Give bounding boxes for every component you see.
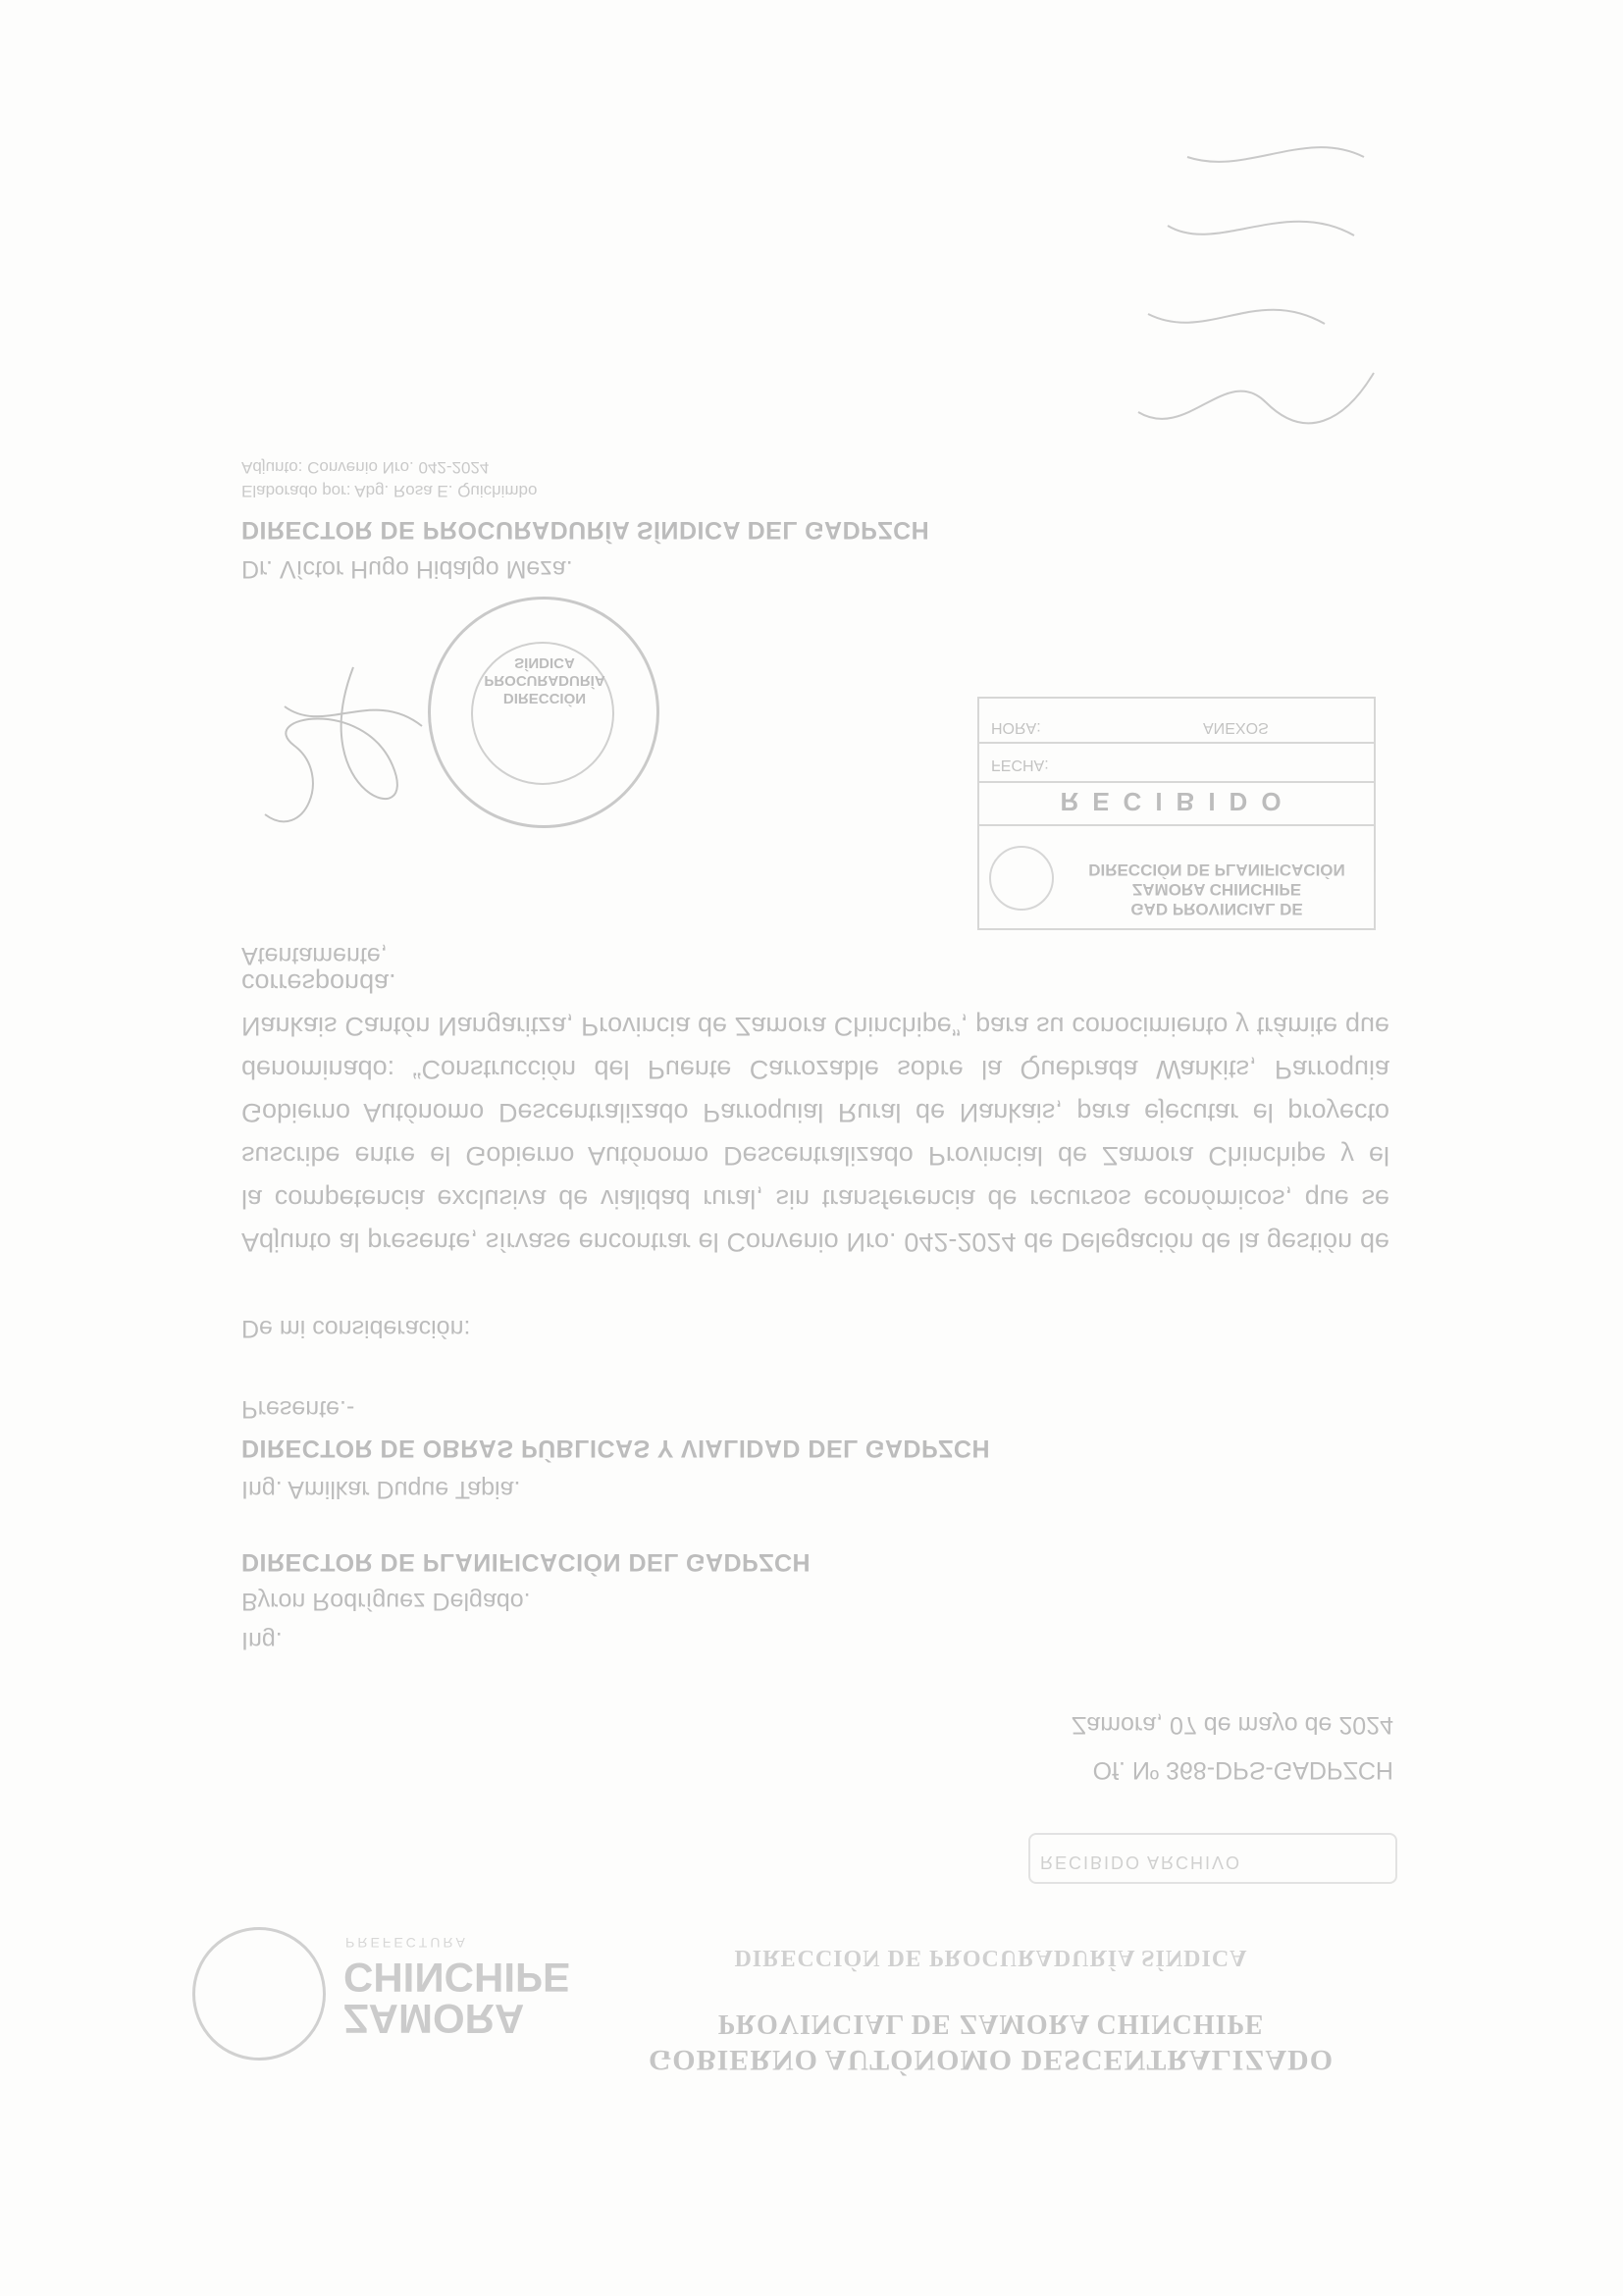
header-line-1: GOBIERNO AUTÓNOMO DESCENTRALIZADO <box>648 2044 1335 2076</box>
stamp-divider <box>979 781 1374 783</box>
signer-name: Dr. Víctor Hugo Hidalgo Meza. <box>241 555 573 583</box>
oficio-number: Of. Nº 368-DPS-GADPZCH <box>1092 1756 1393 1784</box>
received-org-line-3: DIRECCIÓN DE PLANIFICACIÓN <box>1088 861 1345 879</box>
received-stamp-org <box>1079 860 1354 918</box>
logo-line-1: ZAMORA <box>343 1996 525 2042</box>
oficio-date: Zamora, 07 de mayo de 2024 <box>1072 1711 1393 1739</box>
seal-line-1: DIRECCIÓN <box>502 690 587 706</box>
received-stamp-label: RECIBIDO <box>1060 787 1295 816</box>
signature-scribble-icon <box>245 638 442 854</box>
signer-title: DIRECTOR DE PROCURADURÍA SÍNDICA DEL GADPZCH <box>241 516 930 544</box>
received-stamp-date-label: FECHA: <box>991 757 1049 773</box>
greeting: De mi consideración: <box>241 1315 471 1342</box>
stamp-divider <box>979 824 1374 826</box>
logo-subtitle: PREFECTURA <box>345 1935 468 1951</box>
seal-text <box>451 653 638 706</box>
addressee-2-name: Ing. Amilkar Duque Tapia. <box>241 1476 521 1503</box>
logo-wordmark <box>343 1955 571 2042</box>
adjunto-note: Adjunto: Convenio Nro. 042-2024 <box>241 458 490 477</box>
seal-line-2: PROCURADURÍA <box>484 672 605 689</box>
received-org-line-1: GAD PROVINCIAL DE <box>1130 900 1303 918</box>
addressee-2-role: DIRECTOR DE OBRAS PÚBLICAS Y VIALIDAD DEL GADPZCH <box>241 1435 991 1462</box>
logo-line-2: CHINCHIPE <box>343 1955 571 2001</box>
closing: Atentamente, <box>241 942 388 969</box>
presente-line: Presente.- <box>241 1395 355 1423</box>
body-paragraph: Adjunto al presente, sírvase encontrar el Convenio Nro. 042-2024 de Delegación de la gestión de la competencia exclusiva de vialidad rural, sin transferencia de recursos económicos, que se suscribe entre el Gobierno Autónomo Descentralizado Provincial de Zamora Chinchipe y el Gobierno Autónomo Descentralizado Parroquial Rural de Nankais, para ejecutar el proyecto denominado: “Construcción del Puente Carrozable sobre la Quebrada Wankits, Parroquia Nankais Cantón Nangaritza, Provincia de Zamora Chinchipe”, para su conocimiento y trámite que corresponda. <box>241 968 1389 1257</box>
header-line-3: DIRECCIÓN DE PROCURADURÍA SÍNDICA <box>734 1945 1248 1970</box>
prefectura-logo-icon <box>192 1927 326 2061</box>
handwritten-note-icon <box>1109 98 1403 451</box>
received-stamp-anexos-label: ANEXOS <box>1203 719 1269 736</box>
seal-line-3: SÍNDICA <box>514 654 575 671</box>
elaborado-por: Elaborado por: Abg. Rosa E. Quichimbo <box>241 482 538 500</box>
addressee-1-role: DIRECTOR DE PLANIFICACIÓN DEL GADPZCH <box>241 1548 812 1576</box>
addressee-title: Ing. <box>241 1627 283 1654</box>
recibido-archivo-label: RECIBIDO ARCHIVO <box>1040 1852 1242 1872</box>
received-org-line-2: ZAMORA CHINCHIPE <box>1131 880 1302 899</box>
addressee-1-name: Byron Rodríguez Delgado. <box>241 1588 531 1615</box>
received-stamp-time-label: HORA: <box>991 719 1041 736</box>
received-stamp-seal-icon <box>989 846 1054 911</box>
header-line-2: PROVINCIAL DE ZAMORA CHINCHIPE <box>717 2009 1265 2039</box>
stamp-divider <box>979 742 1374 744</box>
